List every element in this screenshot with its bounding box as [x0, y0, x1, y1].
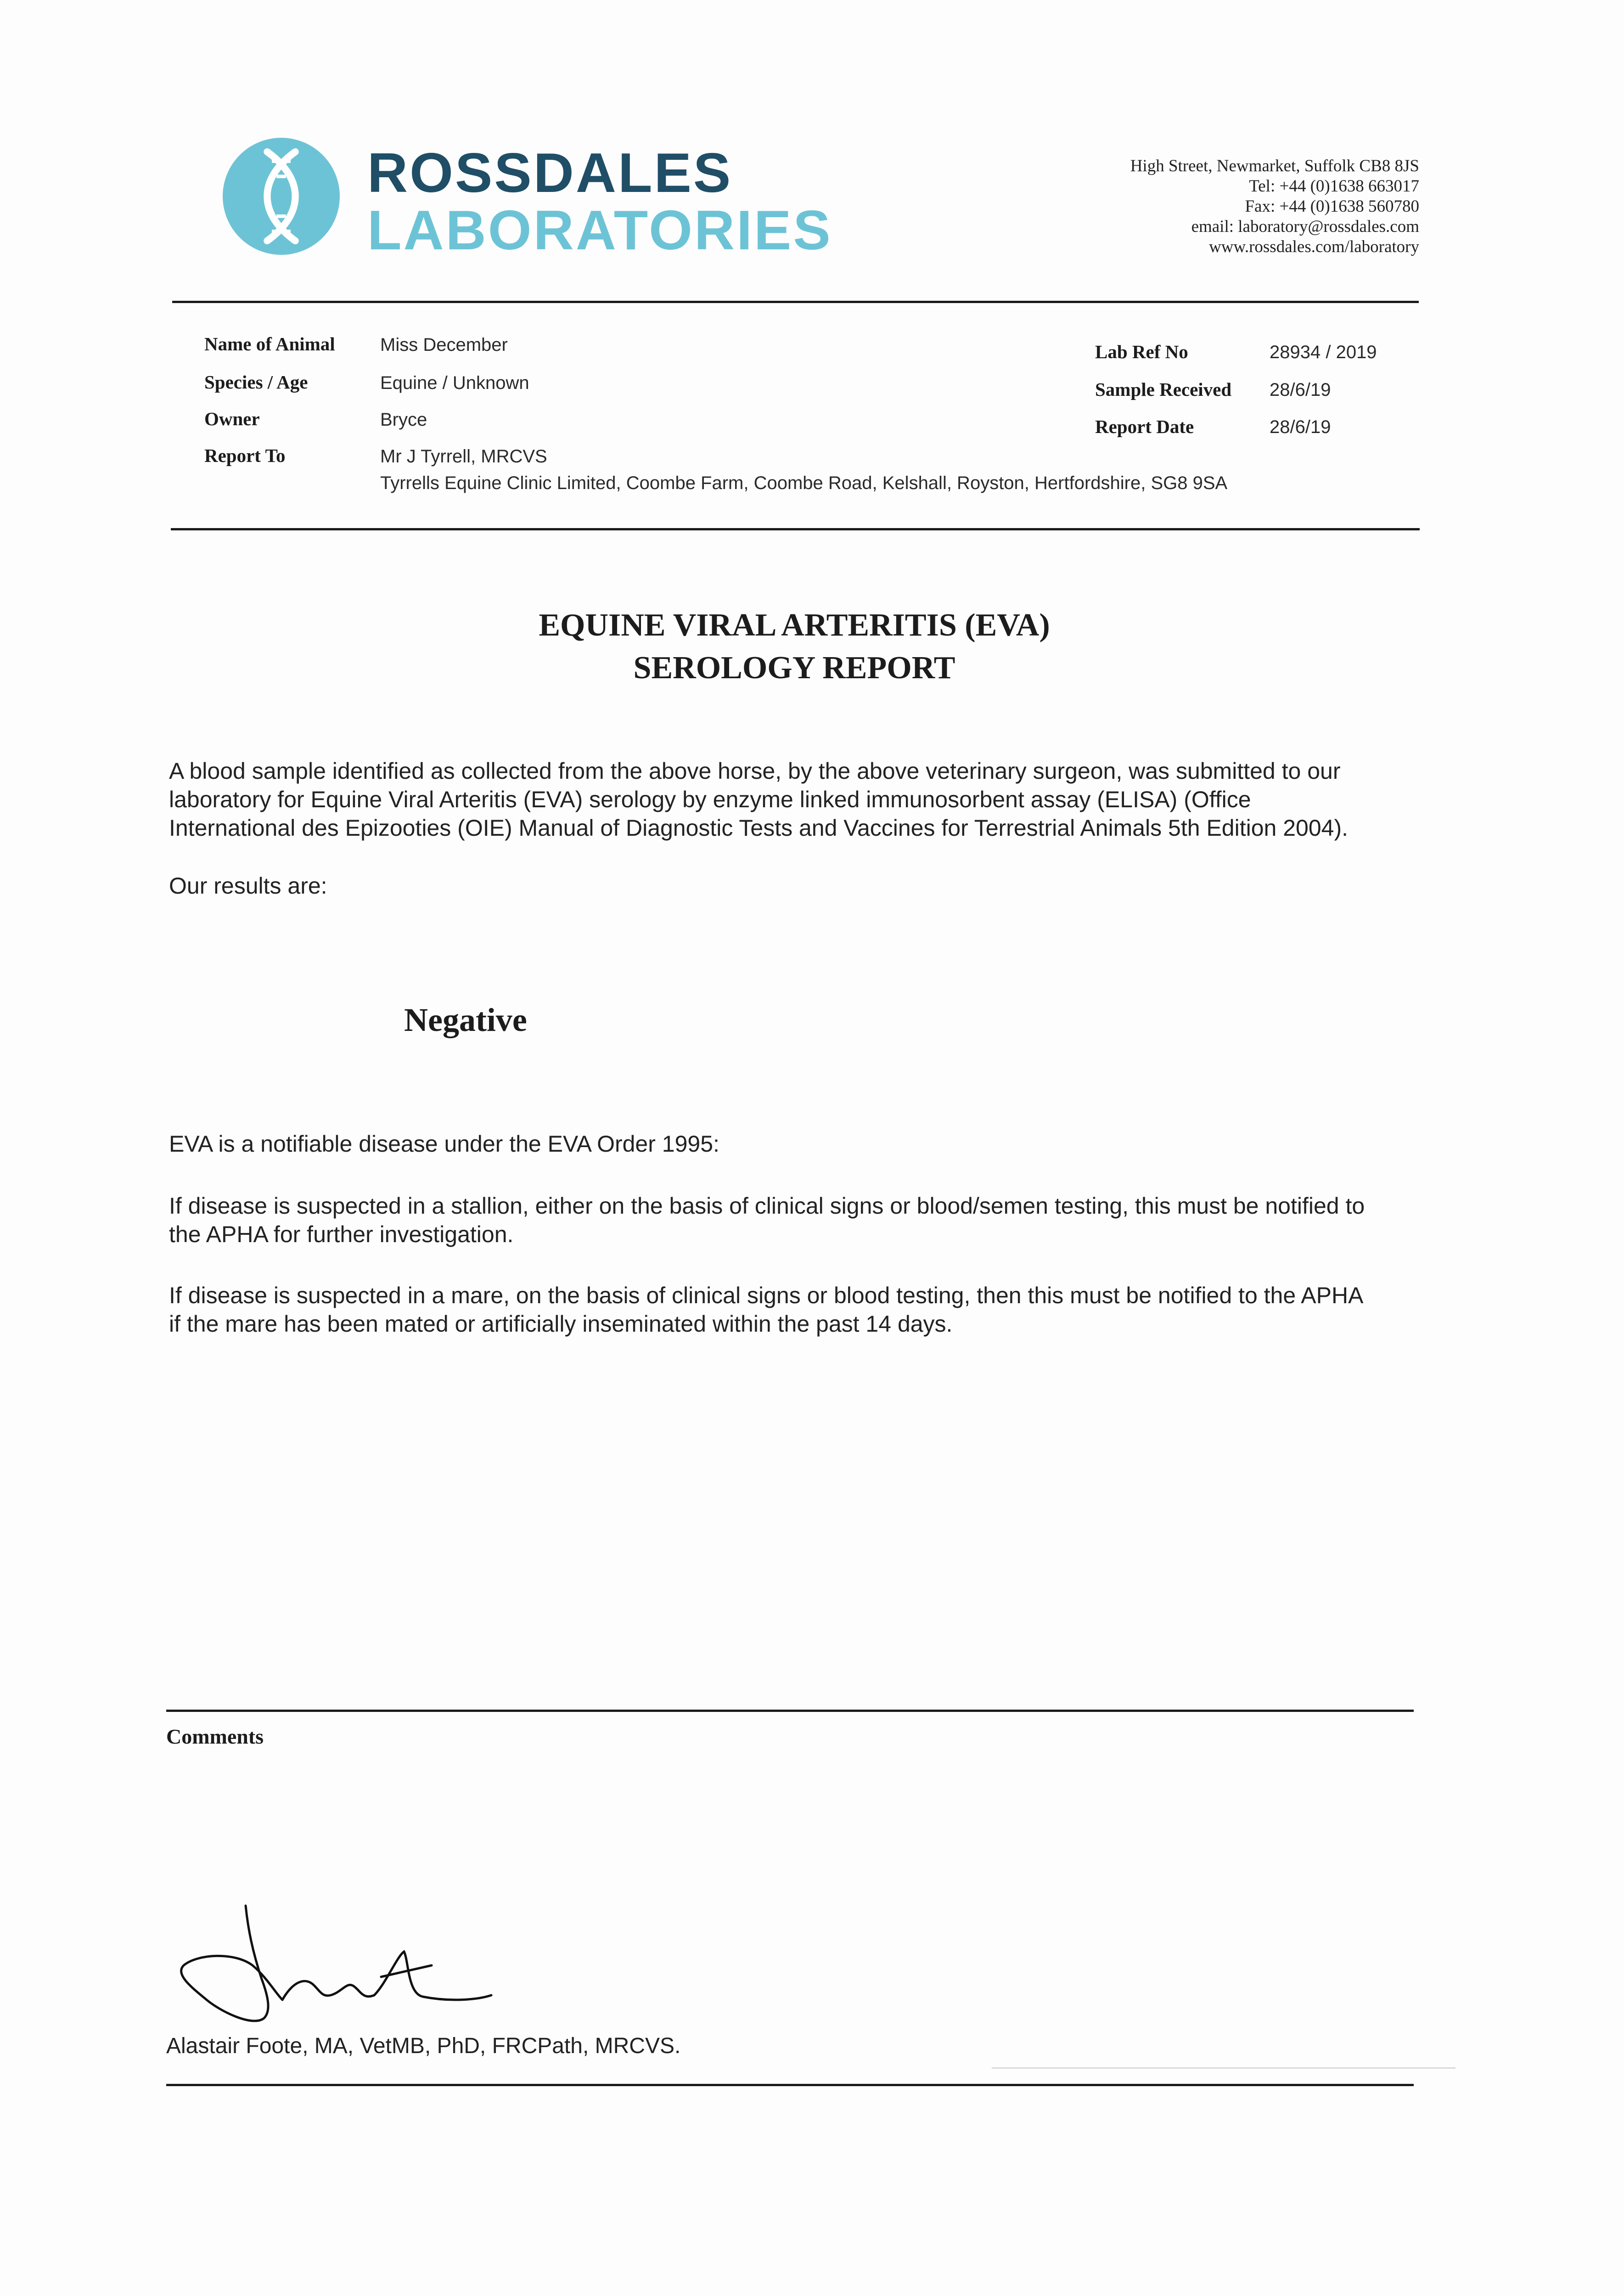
address-street: High Street, Newmarket, Suffolk CB8 8JS: [1130, 157, 1419, 175]
name-of-animal-label: Name of Animal: [204, 333, 335, 355]
intro-line: laboratory for Equine Viral Arteritis (EVA) serology by enzyme linked immunosorbent assay (ELISA) (Office: [169, 787, 1251, 812]
faint-line: [992, 2067, 1455, 2069]
comments-label: Comments: [166, 1725, 264, 1748]
results-intro: Our results are:: [169, 873, 327, 899]
owner-value: Bryce: [380, 410, 427, 430]
mare-line: if the mare has been mated or artificially inseminated within the past 14 days.: [169, 1311, 953, 1337]
footer-divider: [166, 2084, 1414, 2086]
intro-line: A blood sample identified as collected from the above horse, by the above veterinary surgeon, was submitted to our: [169, 758, 1341, 784]
brand-name-line2: LABORATORIES: [367, 199, 832, 261]
lab-ref-value: 28934 / 2019: [1270, 342, 1377, 362]
report-title-line1: EQUINE VIRAL ARTERITIS (EVA): [539, 608, 1050, 643]
lab-address-block: [1006, 156, 1419, 257]
species-age-label: Species / Age: [204, 371, 308, 393]
info-divider: [171, 528, 1420, 530]
owner-label: Owner: [204, 408, 260, 429]
lab-ref-label: Lab Ref No: [1095, 341, 1188, 362]
sample-received-value: 28/6/19: [1270, 380, 1331, 400]
report-date-label: Report Date: [1095, 416, 1194, 437]
report-date-value: 28/6/19: [1270, 417, 1331, 437]
report-to-address: Tyrrells Equine Clinic Limited, Coombe Farm, Coombe Road, Kelshall, Royston, Hertfordshire, SG8 9SA: [380, 473, 1228, 493]
mare-line: If disease is suspected in a mare, on the basis of clinical signs or blood testing, then this must be notified to the APHA: [169, 1283, 1364, 1308]
address-fax: Fax: +44 (0)1638 560780: [1245, 197, 1419, 216]
test-result: Negative: [404, 1002, 527, 1038]
notifiable-notice: EVA is a notifiable disease under the EVA Order 1995:: [169, 1131, 719, 1157]
intro-line: International des Epizooties (OIE) Manual of Diagnostic Tests and Vaccines for Terrestrial Animals 5th Edition 2004).: [169, 815, 1348, 841]
sample-received-label: Sample Received: [1095, 379, 1232, 400]
comments-divider: [166, 1710, 1414, 1712]
address-website: www.rossdales.com/laboratory: [1209, 237, 1419, 256]
report-title-line2: SEROLOGY REPORT: [633, 650, 955, 686]
mare-paragraph: [169, 1281, 1422, 1338]
species-age-value: Equine / Unknown: [380, 373, 529, 393]
report-to-label: Report To: [204, 445, 286, 466]
brand-name-line1: ROSSDALES: [367, 141, 733, 204]
stallion-line: the APHA for further investigation.: [169, 1221, 514, 1247]
name-of-animal-value: Miss December: [380, 335, 508, 355]
report-to-name: Mr J Tyrrell, MRCVS: [380, 446, 547, 467]
address-email: email: laboratory@rossdales.com: [1191, 217, 1419, 236]
intro-paragraph: [169, 757, 1422, 842]
dna-helix-icon: [223, 138, 340, 255]
signature: [165, 1901, 496, 2025]
address-tel: Tel: +44 (0)1638 663017: [1249, 177, 1419, 196]
signatory-name: Alastair Foote, MA, VetMB, PhD, FRCPath, MRCVS.: [166, 2034, 681, 2058]
header-divider: [172, 301, 1419, 303]
stallion-line: If disease is suspected in a stallion, either on the basis of clinical signs or blood/semen testing, this must be notified to: [169, 1193, 1365, 1219]
stallion-paragraph: [169, 1192, 1422, 1249]
